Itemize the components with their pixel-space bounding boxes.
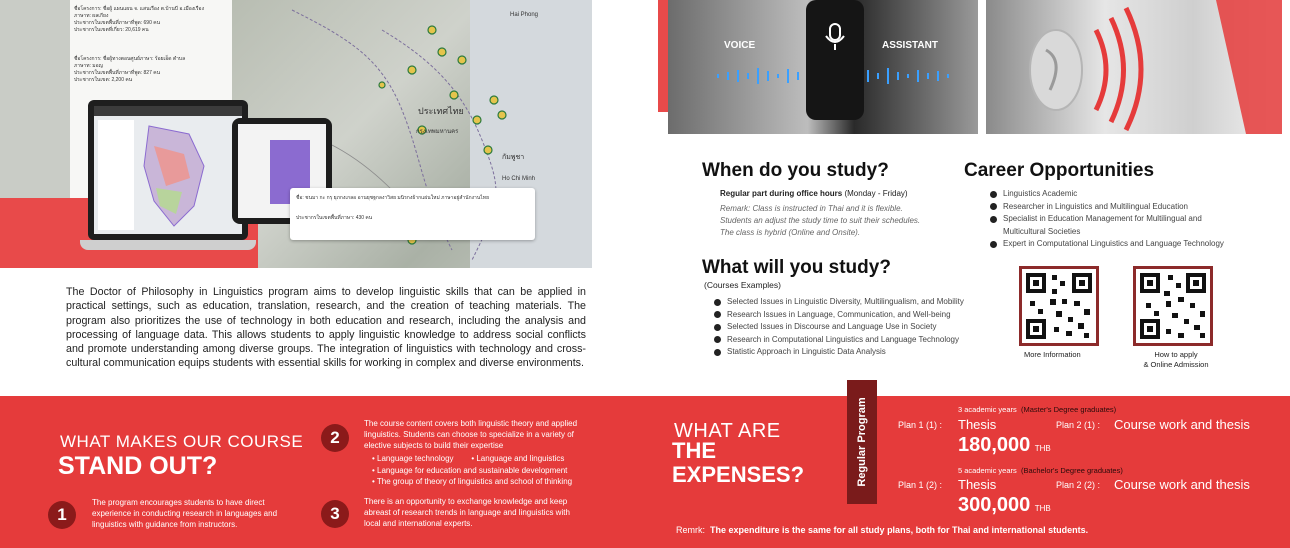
price-2-amount: 300,000 [958,494,1031,516]
microphone-icon [806,0,864,120]
plan-1-2-label: Plan 1 (2) : [898,480,943,490]
phone-graphic [806,0,864,120]
career-list [990,188,1270,251]
expenses-title-expenses: EXPENSES? [672,462,805,487]
panel-line: ประชากรในเขต: 2,200 คน [74,77,133,83]
bullet-icon [990,191,997,198]
bullet-icon [714,336,721,343]
remark-text: The expenditure is the same for all study plans, both for Thai and international students. [710,525,1089,535]
bullet-icon [714,349,721,356]
red-accent-strip-right [658,0,668,112]
list-item: Researcher in Linguistics and Multilingual Education [990,201,1270,214]
remark-line: The class is hybrid (Online and Onsite). [720,228,861,237]
assistant-label: ASSISTANT [882,40,938,51]
map-popup [290,188,535,240]
expenses-title-big [672,439,804,487]
voice-label: VOICE [724,40,756,51]
years-line-1: 3 academic years (Master's Degree graduates) [958,405,1117,414]
expenses-remark [676,525,1088,535]
price-1-amount: 180,000 [958,434,1031,456]
number-badge-3: 3 [321,500,349,528]
elective-sub-list [372,453,572,488]
list-item: • The group of theory of linguistics and school of thinking [372,477,573,486]
qr-info-label: More Information [1024,350,1081,359]
laptop-display [94,106,242,234]
plan-2-1-value: Course work and thesis [1114,417,1250,432]
standout-title-small: WHAT MAKES OUR COURSE [60,432,304,451]
qr-code-icon [1136,269,1210,343]
remark-line: Students an adjust the study time to suit their schedules. [720,216,921,225]
map-label-hochiminh: Ho Chi Minh [502,176,536,182]
regular-program-tab [847,380,877,504]
voice-assistant-image [668,0,978,134]
plan-1-1-label: Plan 1 (1) : [898,420,943,430]
map-label-cambodia: กัมพูชา [502,154,525,161]
price-2 [958,494,1051,517]
qr-code-info[interactable] [1019,266,1099,346]
bullet-icon [714,311,721,318]
plan-2-2-label: Plan 2 (2) : [1056,480,1101,490]
price-1 [958,434,1051,457]
laptop-map-graphic [94,106,242,234]
panel-line: ภาษาท: มอญ [74,63,103,69]
qr-apply-line: How to apply [1154,350,1198,359]
list-item: • Language for education and sustainable development [372,465,568,475]
list-item: Research Issues in Language, Communication, and Well-being [714,309,1004,322]
list-item: Selected Issues in Linguistic Diversity, Multilingualism, and Mobility [714,296,1004,309]
bullet-icon [990,241,997,248]
standout-point-3: There is an opportunity to exchange knowledge and keep abreast of research trends in language and linguistics with local and international experts. [364,497,570,528]
remark-label: Remrk: [676,525,705,535]
qr-code-icon [1022,269,1096,343]
plan-1-2-value: Thesis [958,477,997,492]
plan-2-2-value: Course work and thesis [1114,477,1250,492]
study-remark [720,203,920,239]
what-study-subtitle: (Courses Examples) [704,280,781,290]
list-item: Selected Issues in Discourse and Language Use in Society [714,321,1004,334]
remark-line: Remark: Class is instructed in Thai and it is flexible. [720,204,903,213]
study-time-days: (Monday - Friday) [844,189,908,198]
panel-line: ภาษาท: ผลเกียง [74,13,109,19]
bullet-icon [714,324,721,331]
map-label-haiphong: Hai Phong [510,12,539,18]
bullet-icon [990,216,997,223]
bullet-icon [990,203,997,210]
ear-image [986,0,1282,134]
regular-program-label: Regular Program [856,397,868,487]
plan-1-1-value: Thesis [958,417,997,432]
study-time-regular: Regular part during office hours [720,189,843,198]
popup-subtext: ประชากรในเขตพื้นที่ภาษา: 430 คน [296,215,373,221]
sound-arcs-graphic [986,0,1282,134]
standout-title-big: STAND OUT? [58,452,218,480]
standout-point-1: The program encourages students to have direct experience in conducting research in languages and linguistics with guidance from instructors. [92,498,278,529]
list-item: Linguistics Academic [990,188,1270,201]
what-study-title: What will you study? [702,257,891,278]
price-2-currency: THB [1034,504,1051,513]
panel-line: ประชากรในเขตพื้นที่ภาษาที่พูด: 690 คน [74,20,161,26]
sound-wave-graphic [708,66,958,86]
list-item: Specialist in Education Management for Multilingual and [990,213,1270,226]
price-1-currency: THB [1034,444,1051,453]
panel-line: ชื่อโครงการ: ชื่อผู้ทางตอนศูนย์ภาษา: ร้อยเอ็ด ตำบล [74,56,186,62]
qr-apply-line: & Online Admission [1143,360,1209,369]
expenses-title-small: WHAT ARE [674,420,781,442]
when-study-title: When do you study? [702,160,889,181]
plan-2-1-label: Plan 2 (1) : [1056,420,1101,430]
panel-line: ประชากรในเขตพื้นที่ภาษาที่พูด: 827 คน [74,70,161,76]
panel-line: ประชากรในเขตที่เกี่ยว: 20,619 คน [74,27,149,33]
study-time-line [720,189,908,198]
career-title: Career Opportunities [964,160,1155,181]
map-label-bangkok: กรุงเทพมหานคร [416,129,459,135]
program-description: The Doctor of Philosophy in Linguistics program aims to develop linguistic skills that can be applied in practical settings, such as education, translation, research, and the creation of teaching materials. The program also prioritizes the use of technology in both education and research, including the analysis and processing of language data. This allows students to apply linguistic knowledge to address social conflicts and promote understanding among diverse groups. The integration of linguistics with technology and cross-cultural communication equips students with essential skills for working in complex and diverse environments. [66,286,586,370]
number-badge-2: 2 [321,424,349,452]
popup-text: ชื่อ: ชนมา กะ กรุ ยุภกงเกลอ อานยุชฐกลงาวิสย มนิรกงธ้ากแผ่นใหม่ ภาษาอยู่สำนักงานไทย [296,195,489,201]
laptop-base [80,240,256,250]
list-item: • Language technology • Language and linguistics [372,454,565,463]
expenses-title-the: THE [672,438,716,463]
years-line-2: 5 academic years (Bachelor's Degree graduates) [958,466,1123,475]
list-item: Multicultural Societies [1003,226,1081,236]
qr-apply-label [1134,350,1218,370]
list-item: Expert in Computational Linguistics and Language Technology [990,238,1270,251]
course-list [714,296,1004,359]
list-item: Statistic Approach in Linguistic Data Analysis [714,346,1004,359]
list-item: Research in Computational Linguistics and Language Technology [714,334,1004,347]
qr-code-apply[interactable] [1133,266,1213,346]
laptop-image [80,100,255,250]
map-label-thailand: ประเทศไทย [418,106,464,116]
standout-point-2: The course content covers both linguistic theory and applied linguistics. Students can choose to specialize in a variety of elective subjects to build their expertise [364,419,578,450]
number-badge-1: 1 [48,501,76,529]
panel-line: ชื่อโครงการ: ชื่อผู้ แผนแผน จ. แสนเรือง ต.บ้านบี อ.เมืองเรือง [74,6,205,12]
bullet-icon [714,299,721,306]
